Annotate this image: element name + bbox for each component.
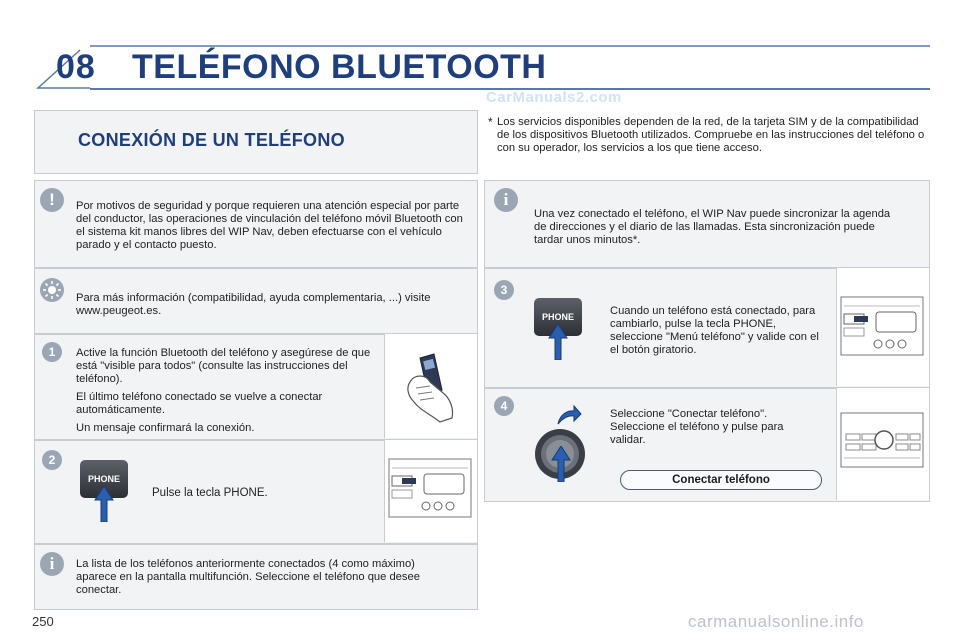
step3-badge: 3 xyxy=(494,280,514,300)
curved-arrow-icon xyxy=(556,404,582,426)
step1-text xyxy=(76,347,376,440)
page-number: 250 xyxy=(32,614,54,629)
conectar-telefono-button[interactable]: Conectar teléfono xyxy=(620,470,822,490)
step1-p2: El último teléfono conectado se vuelve a conectar automáticamente. xyxy=(76,391,323,416)
step4-badge: 4 xyxy=(494,396,514,416)
up-arrow-icon-3 xyxy=(548,324,568,360)
radio-panel-image xyxy=(388,458,472,518)
info-icon: i xyxy=(40,552,64,576)
info-text-right: Una vez conectado el teléfono, el WIP Nav puede sincronizar la agenda de direcciones y el diario de las llamadas. Esta sincronización puede tardar unos minutos*. xyxy=(534,208,891,246)
warning-text: Por motivos de seguridad y porque requieren una atención especial por parte del conductor, las operaciones de vinculación del teléfono móvil Bluetooth con el sistema kit manos libres del WIP Nav, deben efectuarse con el vehículo parado y el contacto puesto. xyxy=(76,200,463,251)
watermark-top: CarManuals2.com xyxy=(486,89,622,106)
sun-icon xyxy=(40,278,64,302)
watermark-bottom: carmanualsonline.info xyxy=(688,612,864,631)
step4-text: Seleccione "Conectar teléfono". Seleccione el teléfono y pulse para validar. xyxy=(610,408,784,446)
step2-badge: 2 xyxy=(42,450,62,470)
section-title: CONEXIÓN DE UN TELÉFONO xyxy=(78,130,345,150)
step2-text: Pulse la tecla PHONE. xyxy=(152,487,268,499)
chapter-number: 08 xyxy=(56,48,96,86)
step3-text: Cuando un teléfono está conectado, para cambiarlo, pulse la tecla PHONE, seleccione "Menú teléfono" y valide con el el botón giratorio. xyxy=(610,305,819,356)
step1-badge: 1 xyxy=(42,342,62,362)
step1-p3: Un mensaje confirmará la conexión. xyxy=(76,422,255,434)
step1-p1: Active la función Bluetooth del teléfono y asegúrese de que está "visible para todos" (consulte las instrucciones del teléfono). xyxy=(76,347,371,385)
exclamation-icon: ! xyxy=(40,188,64,212)
phone-key-label: PHONE xyxy=(87,474,120,484)
up-arrow-icon xyxy=(94,486,114,522)
page-title: TELÉFONO BLUETOOTH xyxy=(132,48,547,86)
radio-panel-image-4 xyxy=(840,412,924,468)
info-text-left: La lista de los teléfonos anteriormente conectados (4 como máximo) aparece en la pantalla multifunción. Seleccione el teléfono que desee conectar. xyxy=(76,558,420,596)
info-icon-right: i xyxy=(494,188,518,212)
phone-key-label-3: PHONE xyxy=(541,312,574,322)
footnote-text: Los servicios disponibles dependen de la red, de la tarjeta SIM y de la compatibilidad de los dispositivos Bluetooth utilizados. Compruebe en las instrucciones del teléfono o con su operador, los servicios a los que tiene acceso. xyxy=(497,116,925,154)
footnote-mark: * xyxy=(488,115,493,129)
hand-phone-icon xyxy=(400,352,460,424)
radio-panel-image-3 xyxy=(840,296,924,356)
up-arrow-icon-4 xyxy=(551,446,571,482)
tip-text: Para más información (compatibilidad, ayuda complementaria, ...) visite www.peugeot.es. xyxy=(76,292,431,317)
